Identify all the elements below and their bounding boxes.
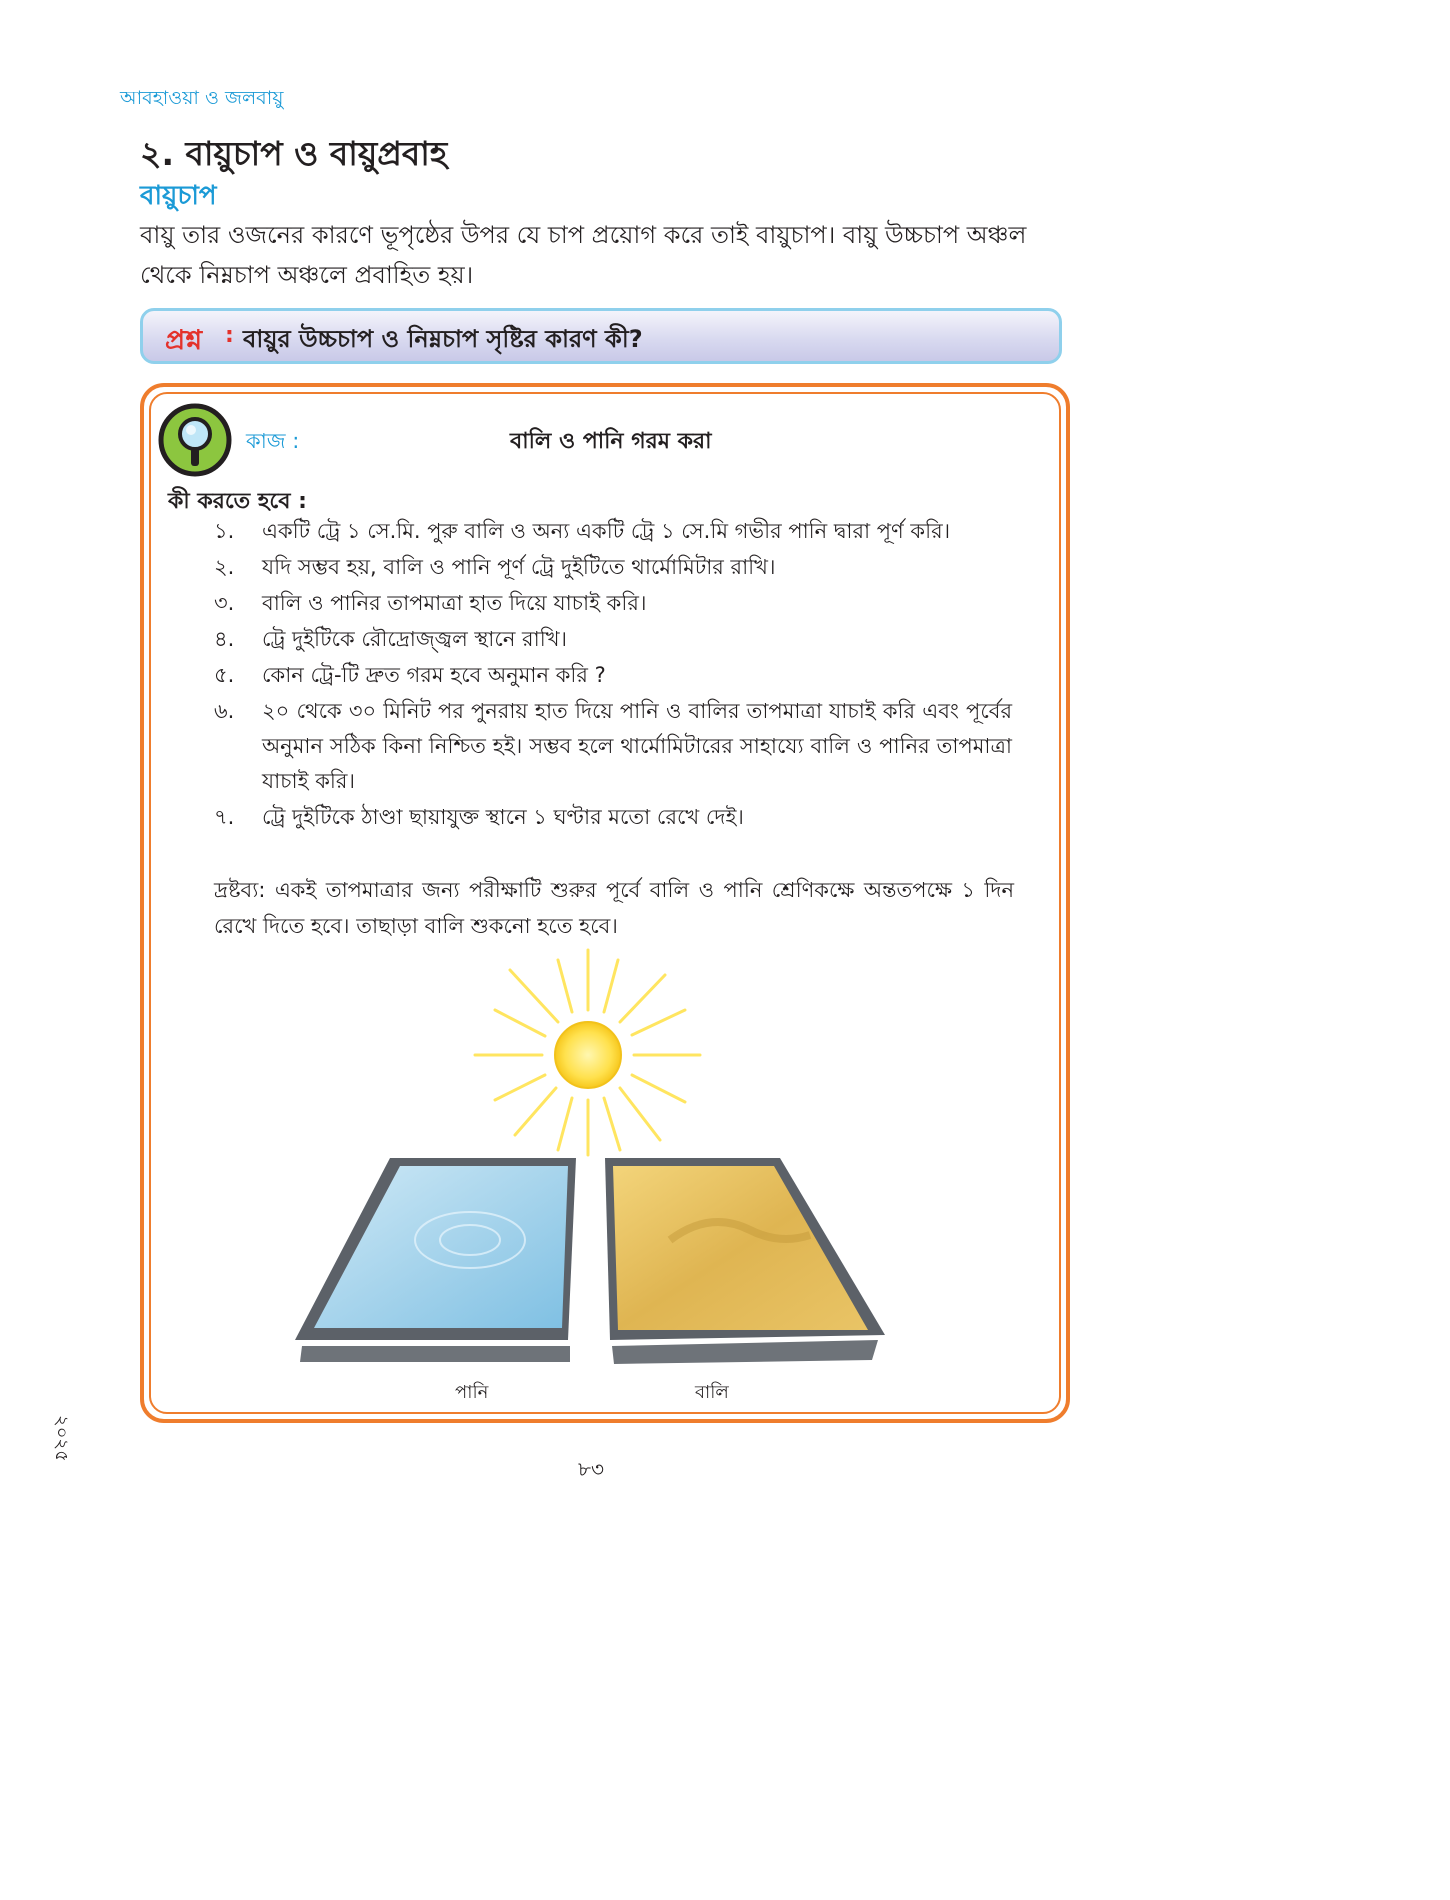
question-colon: : [225, 323, 234, 348]
sun-trays-illustration [280, 940, 900, 1370]
question-text: বায়ুর উচ্চচাপ ও নিম্নচাপ সৃষ্টির কারণ কী? [243, 325, 643, 353]
step-number: ৭. [214, 805, 235, 829]
note-paragraph: দ্রষ্টব্য: একই তাপমাত্রার জন্য পরীক্ষাটি শুরুর পূর্বে বালি ও পানি শ্রেণিকক্ষে অন্ততপক্ষে ১ দিন রেখে দিতে হবে। তাছাড়া বালি শুকনো হতে হবে। [214, 878, 1014, 938]
task-title: বালি ও পানি গরম করা [510, 429, 712, 454]
task-label: কাজ : [246, 429, 300, 453]
question-box [140, 308, 1062, 364]
step-number: ১. [214, 519, 235, 543]
water-tray [295, 1158, 576, 1362]
running-head: আবহাওয়া ও জলবায়ু [120, 87, 284, 109]
page-number: ৮৩ [578, 1457, 604, 1481]
step-text: বালি ও পানির তাপমাত্রা হাত দিয়ে যাচাই করি। [262, 591, 647, 615]
sun-icon [475, 950, 700, 1155]
step-number: ২. [214, 555, 235, 579]
step-number: ৩. [214, 591, 235, 615]
step-text: যদি সম্ভব হয়, বালি ও পানি পূর্ণ ট্রে দুইটিতে থার্মোমিটার রাখি। [262, 555, 776, 579]
question-label: প্রশ্ন [165, 325, 203, 356]
step-number: ৪. [214, 627, 235, 651]
step-text: কোন ট্রে-টি দ্রুত গরম হবে অনুমান করি ? [262, 663, 606, 687]
intro-paragraph: বায়ু তার ওজনের কারণে ভূপৃষ্ঠের উপর যে চাপ প্রয়োগ করে তাই বায়ুচাপ। বায়ু উচ্চচাপ অঞ্চল থেকে নিম্নচাপ অঞ্চলে প্রবাহিত হয়। [140, 221, 1027, 289]
step-number: ৬. [214, 699, 235, 723]
step-text: ট্রে দুইটিকে ঠাণ্ডা ছায়াযুক্ত স্থানে ১ ঘণ্টার মতো রেখে দেই। [262, 805, 744, 829]
step-number: ৫. [214, 663, 235, 687]
step-text: ২০ থেকে ৩০ মিনিট পর পুনরায় হাত দিয়ে পানি ও বালির তাপমাত্রা যাচাই করি এবং পূর্বের অনুমান সঠিক কিনা নিশ্চিত হই। সম্ভব হলে থার্মোমিটারের সাহায্যে বালি ও পানির তাপমাত্রা যাচাই করি। [262, 699, 1012, 793]
water-tray-label: পানি [455, 1382, 489, 1403]
side-year-label [36, 1415, 86, 1475]
side-year-text: ২০২৫ [51, 1415, 72, 1462]
sand-tray [605, 1158, 885, 1364]
chapter-title: ২. বায়ুচাপ ও বায়ুপ্রবাহ [140, 134, 448, 173]
step-text: ট্রে দুইটিকে রৌদ্রোজ্জ্বল স্থানে রাখি। [262, 627, 567, 651]
step-text: একটি ট্রে ১ সে.মি. পুরু বালি ও অন্য একটি ট্রে ১ সে.মি গভীর পানি দ্বারা পূর্ণ করি। [262, 519, 951, 543]
steps-heading: কী করতে হবে : [168, 489, 307, 514]
sand-tray-label: বালি [695, 1382, 729, 1403]
section-subheading: বায়ুচাপ [140, 181, 217, 211]
magnifier-icon [158, 403, 232, 477]
